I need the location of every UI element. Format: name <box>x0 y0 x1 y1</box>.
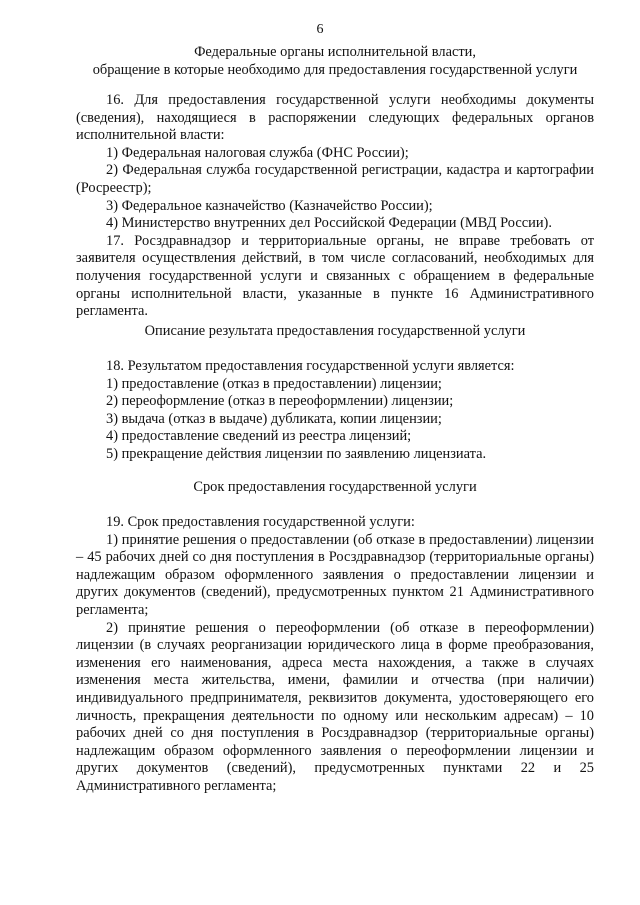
list-item: 2) Федеральная служба государственной регистрации, кадастра и картографии (Росреестр); <box>76 162 594 196</box>
paragraph-19: 19. Срок предоставления государственной услуги: <box>106 514 415 530</box>
list-item: 2) принятие решения о переоформлении (об отказе в переоформлении) лицензии (в случаях реорганизации юридического лица в форме преобразования, изменения его наименования, адреса места нахождения, а также в случаях изменения места жительства, имени, фамилии и отчества (при наличии) индивидуального предпринимателя, реквизитов документа, удостоверяющего его личность, прекращения деятельности по одному или нескольким адресам) – 10 рабочих дней со дня поступления в Росздравнадзор (территориальные органы) надлежащим образом оформленного заявления о переоформлении лицензии и других документов (сведений), предусмотренных пунктами 22 и 25 Административного регламента; <box>76 619 594 794</box>
list-item: 2) переоформление (отказ в переоформлении) лицензии; <box>106 393 454 410</box>
section1-body <box>76 92 594 321</box>
paragraph-17: 17. Росздравнадзор и территориальные органы, не вправе требовать от заявителя осуществления действий, в том числе согласований, необходимых для получения государственной услуги и связанных с обращением в федеральные органы исполнительной власти, указанные в пункте 16 Административного регламента. <box>76 232 594 320</box>
section2-body <box>76 358 594 464</box>
list-item: 1) Федеральная налоговая служба (ФНС России); <box>106 144 409 161</box>
page-number: 6 <box>316 22 324 37</box>
section3-body <box>76 514 594 796</box>
list-item: 3) Федеральное казначейство (Казначейство России); <box>106 197 433 214</box>
list-item: 1) принятие решения о предоставлении (об отказе в предоставлении) лицензии – 45 рабочих дней со дня поступления в Росздравнадзор (территориальные органы) надлежащим образом оформленного заявления о предоставлении лицензии и других документов (сведений), предусмотренных пунктом 21 Административного регламента; <box>76 531 594 618</box>
list-item: 1) предоставление (отказ в предоставлении) лицензии; <box>106 375 442 392</box>
section-heading-term: Срок предоставления государственной услуги <box>193 479 477 495</box>
paragraph-18: 18. Результатом предоставления государственной услуги является: <box>106 358 515 374</box>
heading-line-2: обращение в которые необходимо для предоставления государственной услуги <box>92 61 578 78</box>
heading-line-1: Федеральные органы исполнительной власти, <box>194 44 476 60</box>
list-item: 5) прекращение действия лицензии по заявлению лицензиата. <box>106 445 487 462</box>
list-item: 4) Министерство внутренних дел Российской Федерации (МВД России). <box>106 215 552 232</box>
paragraph-16: 16. Для предоставления государственной услуги необходимы документы (сведения), находящиеся в распоряжении следующих федеральных органов исполнительной власти: <box>76 92 594 144</box>
list-item: 3) выдача (отказ в выдаче) дубликата, копии лицензии; <box>106 410 442 427</box>
list-item: 4) предоставление сведений из реестра лицензий; <box>106 428 412 445</box>
section-heading-result: Описание результата предоставления государственной услуги <box>144 323 526 339</box>
section-heading-federal-bodies <box>76 44 594 79</box>
